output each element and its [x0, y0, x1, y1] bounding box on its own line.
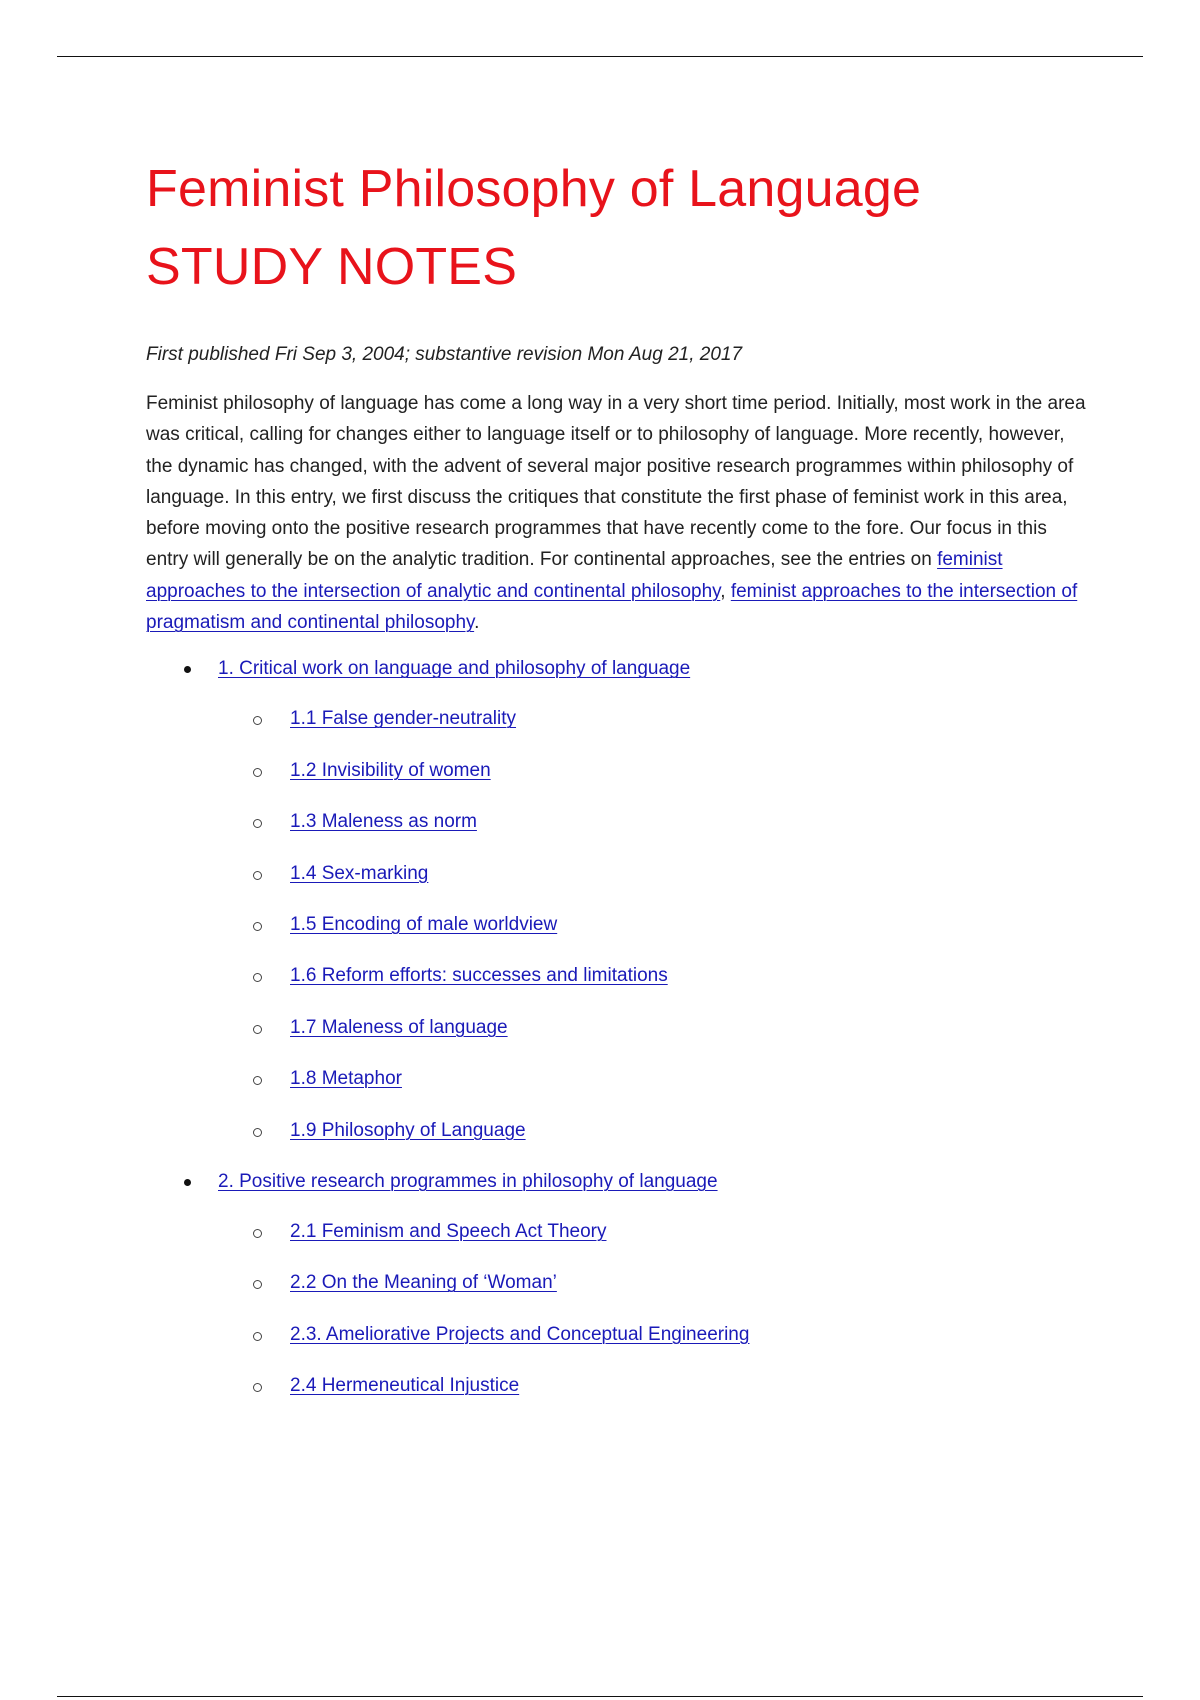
toc-link-1-3[interactable]: 1.3 Maleness as norm — [290, 811, 477, 833]
toc-section-1-items — [146, 706, 1086, 1143]
intro-text: Feminist philosophy of language has come a long way in a very short time period. Initially, most work in the area was critical, calling for changes either to language itself or to philosophy of language. More recently, however, the dynamic has changed, with the advent of several major positive research programmes within philosophy of language. In this entry, we first discuss the critiques that constitute the first phase of feminist work in this area, before moving onto the positive research programmes that have recently come to the fore. Our focus in this entry will generally be on the analytic tradition. For continental approaches, see the entries on — [146, 393, 1086, 571]
header-rule — [57, 56, 1143, 57]
toc-item — [146, 1219, 1086, 1245]
toc-link-2-2[interactable]: 2.2 On the Meaning of ‘Woman’ — [290, 1272, 557, 1294]
toc-link-section-1[interactable]: 1. Critical work on language and philosophy of language — [218, 658, 691, 680]
link-analytic-continental[interactable]: feminist approaches to the intersection of analytic and continental philosophy — [146, 549, 1003, 602]
toc-section-2-items — [146, 1219, 1086, 1399]
document-body — [146, 150, 1086, 1424]
toc-item — [146, 963, 1086, 989]
toc-item — [146, 1270, 1086, 1296]
toc-item — [146, 1066, 1086, 1092]
toc-link-1-4[interactable]: 1.4 Sex-marking — [290, 862, 429, 884]
toc-item — [146, 1015, 1086, 1041]
toc-item — [146, 809, 1086, 835]
intro-paragraph — [146, 388, 1086, 638]
circle-bullet-icon — [253, 1280, 262, 1289]
toc-link-2-4[interactable]: 2.4 Hermeneutical Injustice — [290, 1375, 520, 1397]
publication-info: First published Fri Sep 3, 2004; substantive revision Mon Aug 21, 2017 — [146, 344, 743, 365]
intro-separator: , — [720, 580, 731, 602]
toc-item — [146, 706, 1086, 732]
toc-link-1-1[interactable]: 1.1 False gender-neutrality — [290, 708, 517, 730]
toc-item — [146, 1118, 1086, 1144]
circle-bullet-icon — [253, 871, 262, 880]
toc-link-1-5[interactable]: 1.5 Encoding of male worldview — [290, 913, 558, 935]
circle-bullet-icon — [253, 1025, 262, 1034]
toc-section-1 — [146, 656, 1086, 682]
toc-link-2-1[interactable]: 2.1 Feminism and Speech Act Theory — [290, 1220, 607, 1242]
circle-bullet-icon — [253, 922, 262, 931]
circle-bullet-icon — [253, 1383, 262, 1392]
circle-bullet-icon — [253, 1229, 262, 1238]
table-of-contents — [146, 656, 1086, 1399]
toc-link-1-6[interactable]: 1.6 Reform efforts: successes and limitations — [290, 965, 668, 987]
circle-bullet-icon — [253, 1332, 262, 1341]
bullet-icon — [184, 1179, 191, 1186]
circle-bullet-icon — [253, 819, 262, 828]
toc-item — [146, 1322, 1086, 1348]
toc-link-section-2[interactable]: 2. Positive research programmes in philosophy of language — [218, 1170, 718, 1192]
toc-link-1-9[interactable]: 1.9 Philosophy of Language — [290, 1119, 526, 1141]
footer-rule — [57, 1696, 1143, 1697]
toc-section-2 — [146, 1169, 1086, 1195]
circle-bullet-icon — [253, 1128, 262, 1137]
circle-bullet-icon — [253, 973, 262, 982]
document-title: Feminist Philosophy of Language STUDY NOTES — [146, 160, 922, 296]
circle-bullet-icon — [253, 768, 262, 777]
toc-link-1-8[interactable]: 1.8 Metaphor — [290, 1068, 402, 1090]
bullet-icon — [184, 666, 191, 673]
toc-link-1-7[interactable]: 1.7 Maleness of language — [290, 1016, 508, 1038]
toc-link-1-2[interactable]: 1.2 Invisibility of women — [290, 759, 491, 781]
circle-bullet-icon — [253, 716, 262, 725]
toc-item — [146, 758, 1086, 784]
circle-bullet-icon — [253, 1076, 262, 1085]
toc-item — [146, 912, 1086, 938]
toc-link-2-3[interactable]: 2.3. Ameliorative Projects and Conceptual Engineering — [290, 1323, 750, 1345]
link-pragmatism-continental[interactable]: feminist approaches to the intersection of pragmatism and continental philosophy — [146, 580, 1078, 634]
toc-item — [146, 861, 1086, 887]
toc-item — [146, 1373, 1086, 1399]
intro-end: . — [474, 612, 480, 634]
